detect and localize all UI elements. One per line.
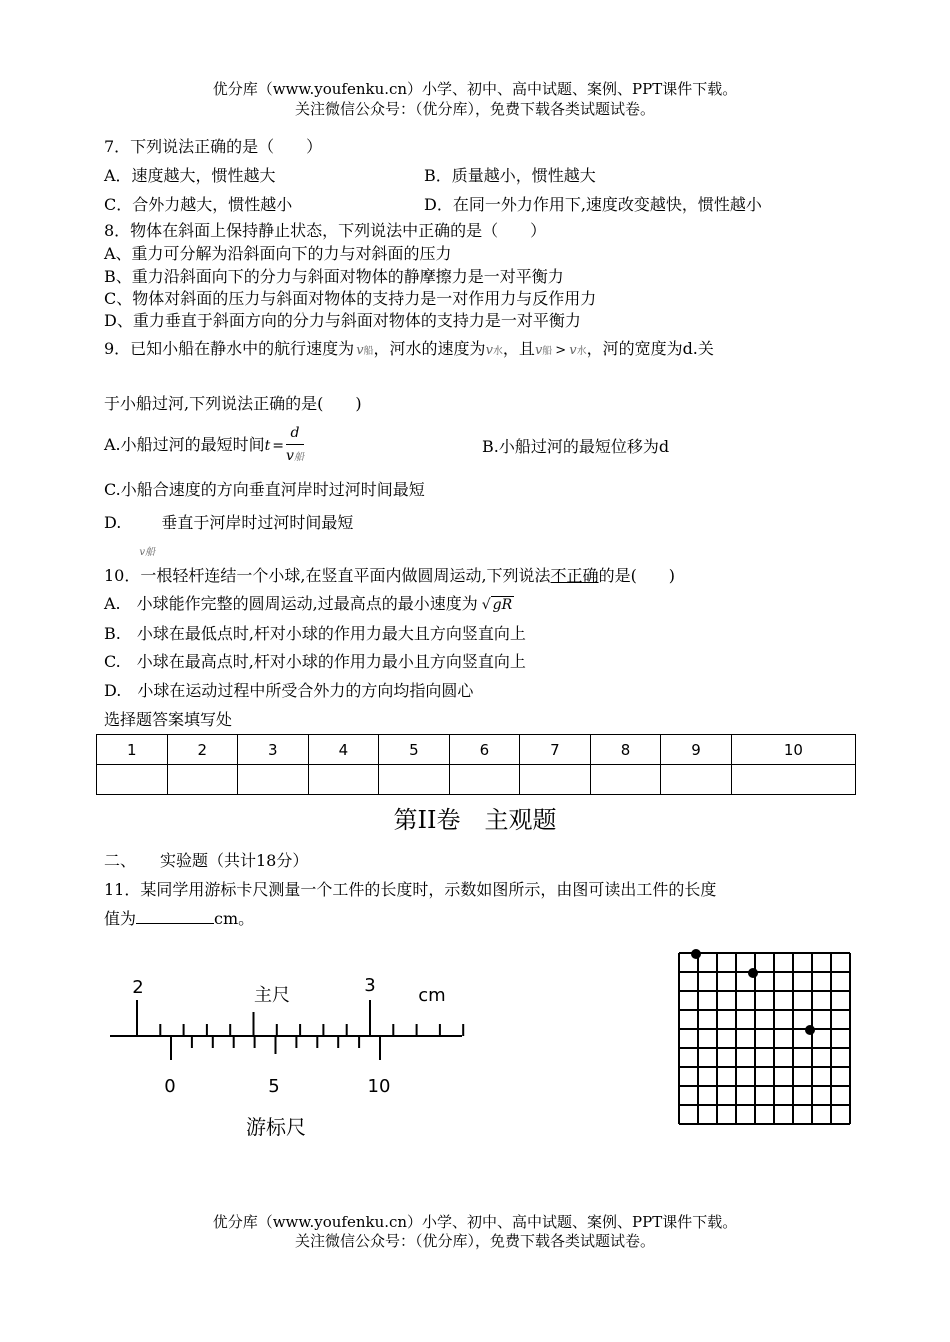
main-scale-label-2: 2 bbox=[132, 977, 144, 998]
q8-option-c: C、物体对斜面的压力与斜面对物体的支持力是一对作用力与反作用力 bbox=[104, 289, 597, 308]
q9-option-d: D. v船 垂直于河岸时过河时间最短 bbox=[104, 513, 354, 558]
vernier-label-5: 5 bbox=[268, 1076, 280, 1097]
grid-point-3 bbox=[805, 1025, 815, 1035]
q10-option-a: A. 小球能作完整的圆周运动,过最高点的最小速度为 √ gR bbox=[104, 594, 513, 613]
header-line-2: 关注微信公众号：（优分库），免费下载各类试题试卷。 bbox=[294, 100, 655, 118]
answer-cell[interactable] bbox=[379, 765, 450, 795]
answer-table bbox=[96, 734, 856, 795]
vernier-label-10: 10 bbox=[367, 1076, 391, 1097]
q8-option-b: B、重力沿斜面向下的分力与斜面对物体的静摩擦力是一对平衡力 bbox=[104, 267, 564, 286]
q10-option-d: D. 小球在运动过程中所受合外力的方向均指向圆心 bbox=[104, 681, 474, 700]
unit-label: cm bbox=[418, 985, 446, 1006]
main-scale-label-3: 3 bbox=[364, 975, 376, 996]
q9-stem-line-2: 于小船过河,下列说法正确的是( ) bbox=[104, 394, 362, 413]
grid-point-2 bbox=[748, 968, 758, 978]
main-scale-title: 主尺 bbox=[254, 985, 290, 1006]
answer-col-header: 4 bbox=[308, 735, 379, 765]
q10-option-b: B. 小球在最低点时,杆对小球的作用力最大且方向竖直向上 bbox=[104, 624, 526, 643]
answer-cell[interactable] bbox=[590, 765, 661, 795]
q9-option-c: C.小船合速度的方向垂直河岸时过河时间最短 bbox=[104, 480, 425, 499]
answer-col-header: 7 bbox=[520, 735, 591, 765]
vernier-label-0: 0 bbox=[164, 1076, 176, 1097]
vernier-scale-title: 游标尺 bbox=[246, 1115, 306, 1139]
answer-col-header: 5 bbox=[379, 735, 450, 765]
answer-cell[interactable] bbox=[731, 765, 855, 795]
grid-point-1 bbox=[691, 949, 701, 959]
q11-line-1: 11．某同学用游标卡尺测量一个工件的长度时，示数如图所示，由图可读出工件的长度 bbox=[104, 880, 717, 899]
part2-title: 第II卷 主观题 bbox=[393, 806, 557, 834]
answer-label: 选择题答案填写处 bbox=[104, 710, 233, 729]
q7-stem: 7．下列说法正确的是（ ） bbox=[104, 137, 323, 156]
q10-stem: 10．一根轻杆连结一个小球,在竖直平面内做圆周运动,下列说法不正确的是( ) bbox=[104, 566, 676, 585]
grid-lines bbox=[679, 953, 850, 1124]
vernier-caliper-figure bbox=[100, 965, 480, 1145]
q7-option-d: D．在同一外力作用下,速度改变越快，惯性越小 bbox=[424, 195, 762, 214]
answer-col-header: 6 bbox=[449, 735, 520, 765]
answer-input-row[interactable] bbox=[97, 765, 856, 795]
answer-col-header: 1 bbox=[97, 735, 168, 765]
header-line-1: 优分库（www.youfenku.cn）小学、初中、高中试题、案例、PPT课件下载。 bbox=[212, 80, 738, 98]
answer-cell[interactable] bbox=[520, 765, 591, 795]
footer-line-1: 优分库（www.youfenku.cn）小学、初中、高中试题、案例、PPT课件下载。 bbox=[212, 1213, 738, 1231]
q8-option-d: D、重力垂直于斜面方向的分力与斜面对物体的支持力是一对平衡力 bbox=[104, 311, 581, 330]
vernier-scale-ticks bbox=[171, 1036, 380, 1060]
answer-col-header: 2 bbox=[167, 735, 238, 765]
answer-col-header: 10 bbox=[731, 735, 855, 765]
q9-fraction: $\frac{d}{\text{v船}}$ bbox=[286, 422, 304, 469]
q11-line-2: 值为 cm。 bbox=[104, 909, 255, 928]
grid-figure bbox=[676, 948, 870, 1130]
answer-cell[interactable] bbox=[167, 765, 238, 795]
q11-answer-blank[interactable] bbox=[136, 923, 214, 924]
answer-cell[interactable] bbox=[97, 765, 168, 795]
q8-option-a: A、重力可分解为沿斜面向下的力与对斜面的压力 bbox=[104, 244, 452, 263]
q10-option-c: C. 小球在最高点时,杆对小球的作用力最小且方向竖直向上 bbox=[104, 652, 526, 671]
answer-cell[interactable] bbox=[308, 765, 379, 795]
answer-cell[interactable] bbox=[238, 765, 309, 795]
main-scale-ticks bbox=[137, 1000, 463, 1036]
answer-cell[interactable] bbox=[661, 765, 732, 795]
q7-option-b: B．质量越小，惯性越大 bbox=[424, 166, 596, 185]
answer-col-header: 9 bbox=[661, 735, 732, 765]
q9-stem-line-1: 9．已知小船在静水中的航行速度为 v船，河水的速度为v水，且v船 > v水，河的宽度为d.关 bbox=[104, 339, 714, 358]
footer-line-2: 关注微信公众号：（优分库），免费下载各类试题试卷。 bbox=[294, 1232, 655, 1250]
section2-heading: 二、 实验题（共计18分） bbox=[104, 851, 309, 870]
q7-option-a: A．速度越大，惯性越大 bbox=[104, 166, 276, 185]
q7-option-c: C．合外力越大，惯性越小 bbox=[104, 195, 293, 214]
answer-col-header: 8 bbox=[590, 735, 661, 765]
answer-col-header: 3 bbox=[238, 735, 309, 765]
q9-option-b: B.小船过河的最短位移为d bbox=[482, 437, 670, 456]
q9-option-a: A.小船过河的最短时间t = $\frac{d}{\text{v船}}$ bbox=[104, 422, 304, 469]
answer-cell[interactable] bbox=[449, 765, 520, 795]
answer-header-row bbox=[97, 735, 856, 765]
q8-stem: 8．物体在斜面上保持静止状态，下列说法中正确的是（ ） bbox=[104, 221, 547, 240]
